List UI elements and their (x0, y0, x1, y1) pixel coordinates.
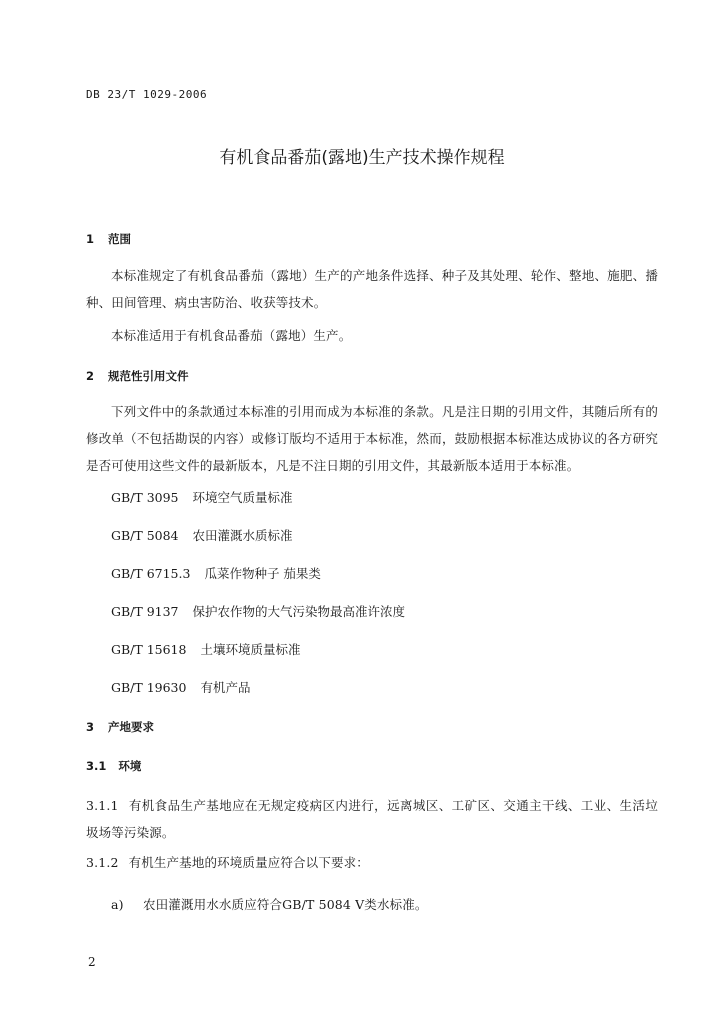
reference-name: 瓜菜作物种子 茄果类 (204, 566, 321, 581)
document-title: 有机食品番茄(露地)生产技术操作规程 (219, 148, 505, 168)
section-1-paragraph-1: 本标准规定了有机食品番茄（露地）生产的产地条件选择、种子及其处理、轮作、整地、施肥、播种、田间管理、病虫害防治、收获等技术。 (86, 268, 658, 310)
subsection-number: 3.1 (86, 759, 107, 773)
clause-3-1-2 (86, 853, 369, 871)
reference-code: GB/T 15618 (111, 642, 187, 657)
section-2-heading (86, 368, 189, 384)
clause-number: 3.1.2 (86, 855, 119, 870)
reference-name: 土壤环境质量标准 (200, 642, 301, 657)
reference-code: GB/T 5084 (111, 528, 179, 543)
reference-item (111, 640, 300, 658)
reference-code: GB/T 9137 (111, 604, 179, 619)
reference-item (111, 678, 250, 696)
subsection-title: 环境 (118, 759, 142, 773)
reference-code: GB/T 3095 (111, 490, 179, 505)
reference-name: 有机产品 (200, 680, 251, 695)
reference-name: 环境空气质量标准 (192, 490, 293, 505)
standard-code: DB 23/T 1029-2006 (86, 88, 208, 101)
reference-name: 农田灌溉水质标准 (192, 528, 293, 543)
clause-text: 有机食品生产基地应在无规定疫病区内进行，远离城区、工矿区、交通主干线、工业、生活垃圾场等污染源。 (86, 798, 658, 840)
reference-item (111, 526, 293, 544)
reference-item (111, 488, 293, 506)
clause-text: 有机生产基地的环境质量应符合以下要求： (128, 855, 369, 870)
section-1-paragraph-2: 本标准适用于有机食品番茄（露地）生产。 (111, 328, 352, 343)
section-2-intro: 下列文件中的条款通过本标准的引用而成为本标准的条款。凡是注日期的引用文件，其随后所有的修改单（不包括勘误的内容）或修订版均不适用于本标准，然而，鼓励根据本标准达成协议的各方研究是否可使用这些文件的最新版本，凡是不注日期的引用文件，其最新版本适用于本标准。 (86, 404, 658, 473)
reference-item (111, 602, 405, 620)
clause-number: 3.1.1 (86, 798, 119, 813)
reference-item (111, 564, 321, 582)
section-3-heading (86, 719, 154, 735)
list-text: 农田灌溉用水水质应符合GB/T 5084 V类水标准。 (143, 897, 428, 912)
subsection-3-1-heading (86, 758, 141, 774)
reference-code: GB/T 19630 (111, 680, 187, 695)
section-number: 2 (86, 369, 95, 383)
section-1-heading (86, 231, 131, 247)
reference-code: GB/T 6715.3 (111, 566, 191, 581)
list-item-a (111, 895, 428, 913)
section-title: 产地要求 (108, 720, 154, 734)
section-number: 3 (86, 720, 95, 734)
list-label: a) (111, 897, 124, 912)
clause-3-1-1 (86, 792, 658, 846)
section-title: 规范性引用文件 (108, 369, 189, 383)
reference-name: 保护农作物的大气污染物最高准许浓度 (192, 604, 406, 619)
page-number: 2 (88, 955, 96, 969)
section-number: 1 (86, 232, 95, 246)
section-title: 范围 (108, 232, 131, 246)
